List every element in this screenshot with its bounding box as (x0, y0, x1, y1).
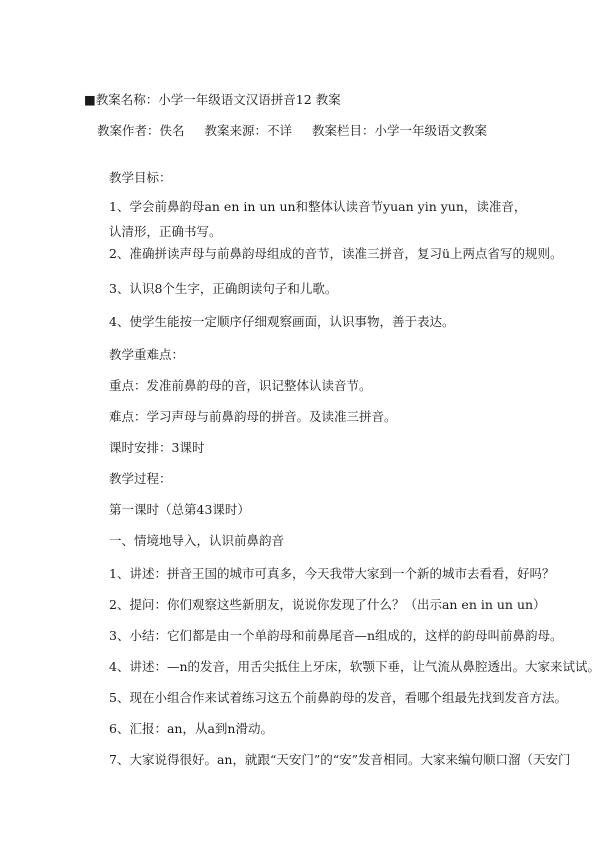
process-step: 5、现在小组合作来试着练习这五个前鼻韵母的发音，看哪个组最先找到发音方法。 (109, 690, 567, 705)
process-step: 2、提问：你们观察这些新朋友，说说你发现了什么？（出示an en in un un） (109, 597, 546, 612)
lesson-title: ■教案名称：小学一年级语文汉语拼音12 教案 (84, 92, 341, 107)
objectives-heading: 教学目标： (109, 170, 172, 185)
focus-key: 重点：发准前鼻韵母的音，识记整体认读音节。 (109, 378, 372, 393)
lesson-heading: 第一课时（总第43课时） (109, 502, 250, 517)
author-label: 教案作者：佚名 (97, 123, 185, 138)
schedule: 课时安排：3课时 (109, 440, 205, 455)
focus-heading: 教学重难点： (109, 347, 185, 362)
objective-item: 1、学会前鼻韵母an en in un un和整体认读音节yuan yin yun，读准音，认清形，正确书写。 (109, 199, 527, 239)
process-heading: 教学过程： (109, 471, 172, 486)
objective-item: 3、认识8个生字，正确朗读句子和儿歌。 (109, 281, 338, 296)
objective-item: 2、准确拼读声母与前鼻韵母组成的音节，读准三拼音，复习ü上两点省写的规则。 (109, 246, 563, 261)
focus-difficult: 难点：学习声母与前鼻韵母的拼音。及读准三拼音。 (109, 409, 397, 424)
process-step: 6、汇报：an，从a到n滑动。 (109, 721, 273, 736)
process-step: 3、小结：它们都是由一个单韵母和前鼻尾音—n组成的，这样的韵母叫前鼻韵母。 (109, 628, 563, 643)
column-label: 教案栏目：小学一年级语文教案 (312, 123, 488, 138)
section-heading: 一、情境地导入，认识前鼻韵音 (109, 533, 285, 548)
lesson-meta (97, 123, 503, 139)
source-label: 教案来源：不详 (204, 123, 293, 138)
objective-item: 4、使学生能按一定顺序仔细观察画面，认识事物，善于表达。 (109, 314, 455, 329)
process-step: 7、大家说得很好。an，就跟“天安门”的“安”发音相同。大家来编句顺口溜（天安门 (109, 752, 571, 767)
process-step: 4、讲述：—n的发音，用舌尖抵住上牙床，软颚下垂，让气流从鼻腔透出。大家来试试。 (109, 659, 600, 674)
process-step: 1、讲述：拼音王国的城市可真多，今天我带大家到一个新的城市去看看，好吗？ (109, 566, 555, 581)
